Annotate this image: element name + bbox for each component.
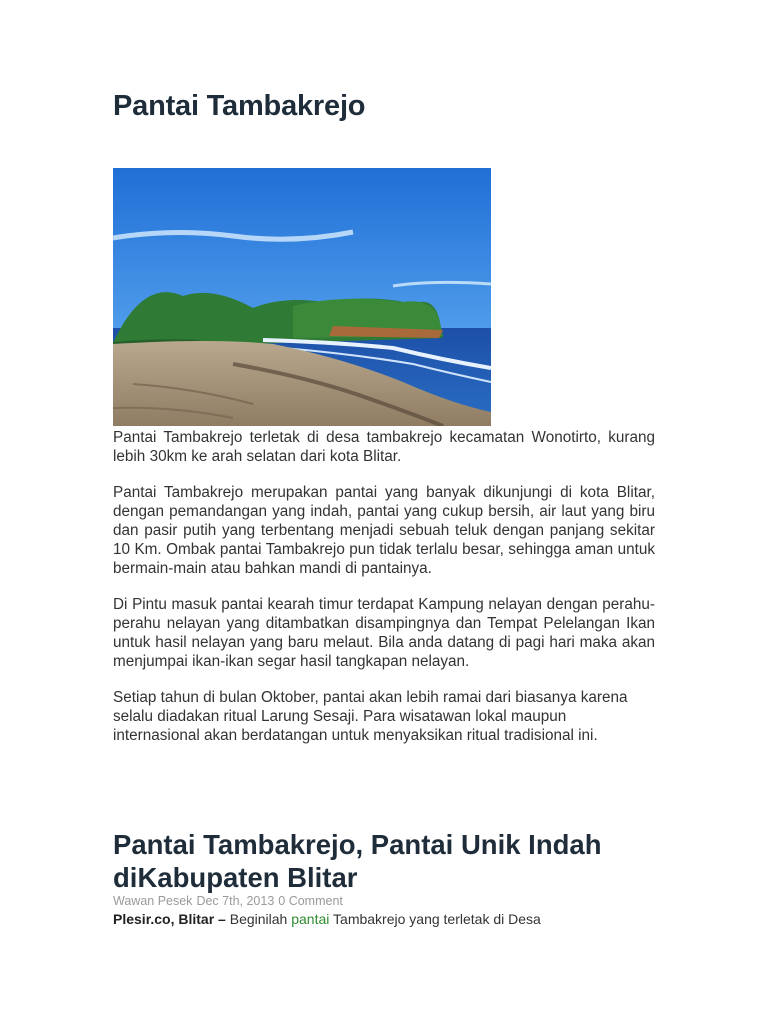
- lead-paragraph: [113, 911, 541, 927]
- article-title: Pantai Tambakrejo: [113, 90, 366, 122]
- beach-photo: [113, 168, 491, 426]
- lead-text-after: Tambakrejo yang terletak di Desa: [333, 911, 541, 927]
- article-body: [113, 428, 655, 762]
- lead-text-before: Beginilah: [229, 911, 288, 927]
- post-date: Dec 7th, 2013: [196, 894, 275, 908]
- post-meta: [113, 894, 347, 908]
- pantai-link[interactable]: pantai: [291, 911, 330, 927]
- lead-source: Plesir.co, Blitar –: [113, 911, 226, 927]
- article-paragraph-4: Setiap tahun di bulan Oktober, pantai akan lebih ramai dari biasanya karena selalu diadakan ritual Larung Sesaji. Para wisatawan lokal maupun internasional akan berdatangan untuk menyaksikan ritual tradisional ini.: [113, 689, 628, 744]
- post-comments[interactable]: 0 Comment: [278, 894, 343, 908]
- article-paragraph-2: Pantai Tambakrejo merupakan pantai yang banyak dikunjungi di kota Blitar, dengan pemandangan yang indah, pantai yang cukup bersih, air laut yang biru dan pasir putih yang terbentang menjadi sebuah teluk dengan panjang sekitar 10 Km. Ombak pantai Tambakrejo pun tidak terlalu besar, sehingga aman untuk bermain-main atau bahkan mandi di pantainya.: [113, 484, 655, 577]
- post-author[interactable]: Wawan Pesek: [113, 894, 193, 908]
- article-paragraph-3: Di Pintu masuk pantai kearah timur terdapat Kampung nelayan dengan perahu-perahu nelayan yang ditambatkan disampingnya dan Tempat Pelelangan Ikan untuk hasil nelayan yang baru melaut. Bila anda datang di pagi hari maka akan menjumpai ikan-ikan segar hasil tangkapan nelayan.: [113, 596, 655, 670]
- second-article-title: Pantai Tambakrejo, Pantai Unik Indah diKabupaten Blitar: [113, 829, 602, 893]
- article-paragraph-1: Pantai Tambakrejo terletak di desa tambakrejo kecamatan Wonotirto, kurang lebih 30km ke arah selatan dari kota Blitar.: [113, 429, 655, 465]
